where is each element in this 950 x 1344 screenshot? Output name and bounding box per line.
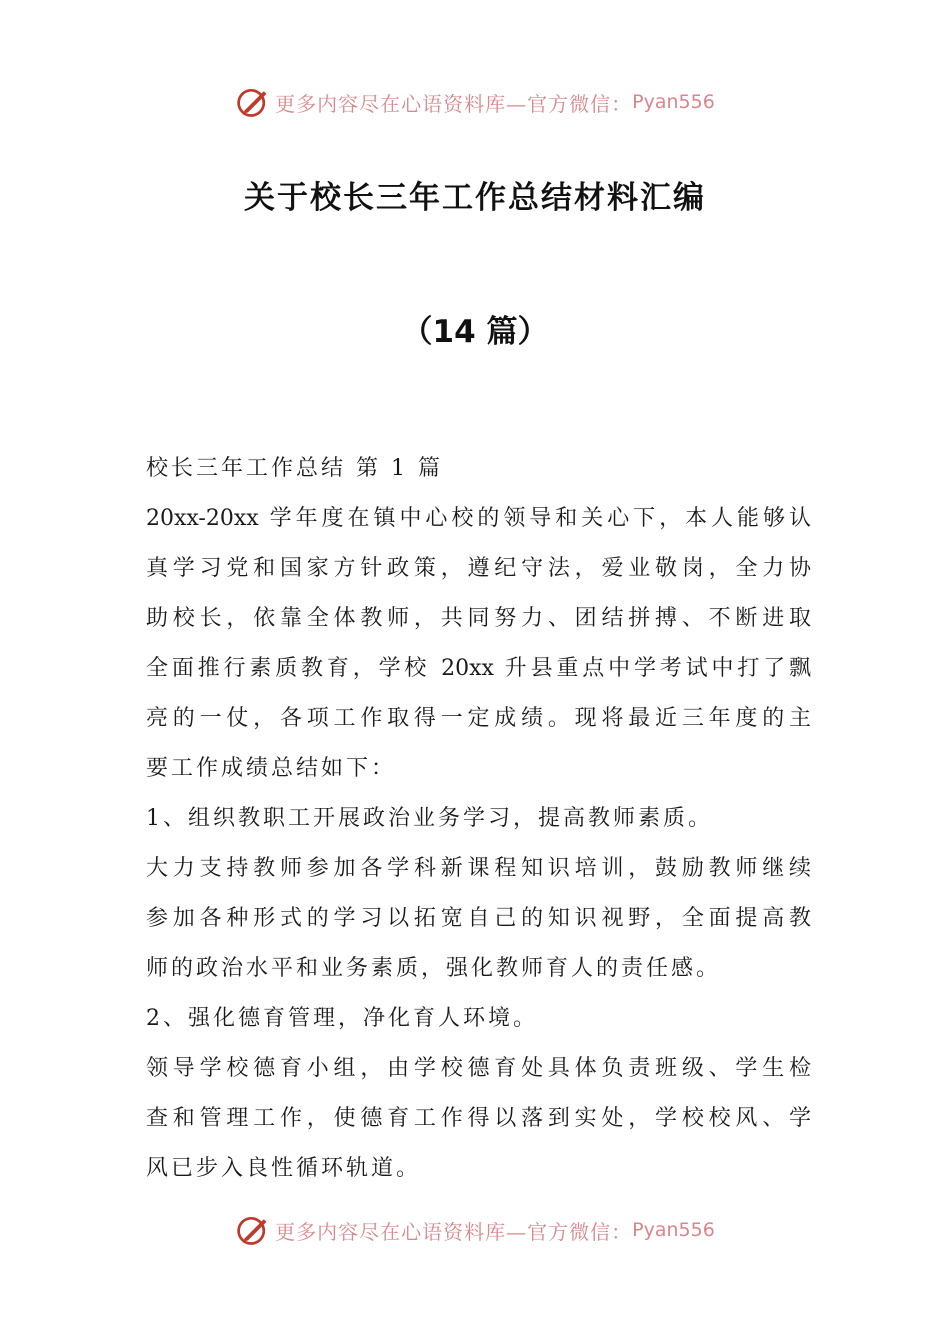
footer-banner [0, 1210, 950, 1250]
list-heading: 1、组织教职工开展政治业务学习，提高教师素质。 [146, 806, 713, 831]
body-line: 真学习党和国家方针政策，遵纪守法，爱业敬岗，全力协 [146, 556, 811, 581]
quill-logo-icon [235, 1212, 271, 1248]
body-line: 助校长，依靠全体教师，共同努力、团结拼搏、不断进取 [146, 606, 811, 631]
section-heading: 校长三年工作总结 第 1 篇 [146, 456, 443, 481]
document-subtitle: （14 篇） [401, 314, 549, 350]
header-banner [0, 82, 950, 122]
body-line: 全面推行素质教育，学校 20xx 升县重点中学考试中打了飘 [146, 656, 811, 681]
body-line: 查和管理工作，使德育工作得以落到实处，学校校风、学 [146, 1106, 811, 1131]
body-line: 20xx-20xx 学年度在镇中心校的领导和关心下，本人能够认 [146, 506, 811, 531]
body-line: 亮的一仗，各项工作取得一定成绩。现将最近三年度的主 [146, 706, 811, 731]
body-line: 领导学校德育小组，由学校德育处具体负责班级、学生检 [146, 1056, 811, 1081]
body-line: 要工作成绩总结如下： [146, 756, 397, 781]
list-heading: 2、强化德育管理，净化育人环境。 [146, 1006, 538, 1031]
body-line: 大力支持教师参加各学科新课程知识培训，鼓励教师继续 [146, 856, 811, 881]
body-line: 风已步入良性循环轨道。 [146, 1156, 422, 1181]
body-line: 师的政治水平和业务素质，强化教师育人的责任感。 [146, 956, 722, 981]
wechat-id: Pyan556 [632, 91, 715, 113]
banner-text: 更多内容尽在心语资料库—官方微信： [275, 1219, 633, 1244]
quill-logo-icon [235, 84, 271, 120]
document-title: 关于校长三年工作总结材料汇编 [244, 180, 706, 216]
body-line: 参加各种形式的学习以拓宽自己的知识视野，全面提高教 [146, 906, 811, 931]
wechat-id: Pyan556 [632, 1219, 715, 1241]
banner-text: 更多内容尽在心语资料库—官方微信： [275, 91, 633, 116]
document-body [146, 444, 811, 1194]
